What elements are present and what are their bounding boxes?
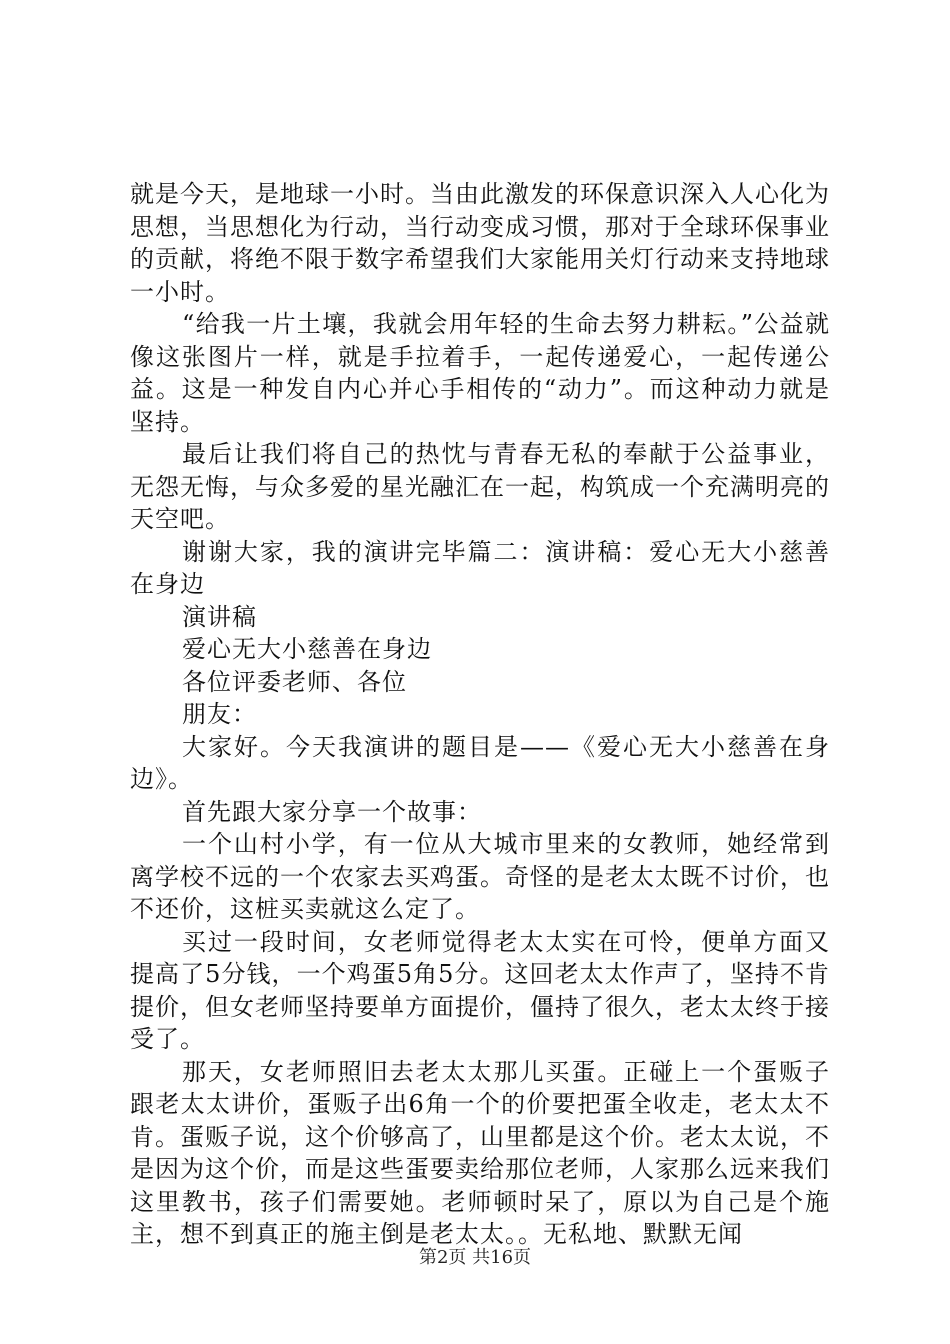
paragraph: 一个山村小学，有一位从大城市里来的女教师，她经常到离学校不远的一个农家去买鸡蛋。奇怪的是老太太既不讨价，也不还价，这桩买卖就这么定了。 bbox=[130, 830, 830, 923]
paragraph: “给我一片土壤，我就会用年轻的生命去努力耕耘。”公益就像这张图片一样，就是手拉着手，一起传递爱心，一起传递公益。这是一种发自内心并心手相传的“动力”。而这种动力就是坚持。 bbox=[130, 310, 830, 436]
document-body bbox=[130, 178, 830, 1251]
paragraph: 就是今天，是地球一小时。当由此激发的环保意识深入人心化为思想，当思想化为行动，当行动变成习惯，那对于全球环保事业的贡献，将绝不限于数字希望我们大家能用关灯行动来支持地球一小时。 bbox=[130, 180, 830, 306]
paragraph: 那天，女老师照旧去老太太那儿买蛋。正碰上一个蛋贩子跟老太太讲价，蛋贩子出6角一个的价要把蛋全收走，老太太不肯。蛋贩子说，这个价够高了，山里都是这个价。老太太说，不是因为这个价，而是这些蛋要卖给那位老师，人家那么远来我们这里教书，孩子们需要她。老师顿时呆了，原以为自己是个施主，想不到真正的施主倒是老太太。。无私地、默默无闻 bbox=[130, 1057, 830, 1248]
speech-heading: 演讲稿 bbox=[182, 602, 257, 631]
paragraph: 首先跟大家分享一个故事： bbox=[182, 797, 482, 826]
salutation: 朋友： bbox=[182, 700, 257, 728]
speech-title: 爱心无大小慈善在身边 bbox=[182, 635, 432, 663]
salutation: 各位评委老师、各位 bbox=[182, 667, 407, 696]
paragraph: 买过一段时间，女老师觉得老太太实在可怜，便单方面又提高了5分钱，一个鸡蛋5角5分。这回老太太作声了，坚持不肯提价，但女老师坚持要单方面提价，僵持了很久，老太太终于接受了。 bbox=[130, 927, 830, 1053]
page-footer: 第2页 共16页 bbox=[418, 1247, 532, 1268]
paragraph: 谢谢大家，我的演讲完毕篇二：演讲稿：爱心无大小慈善在身边 bbox=[130, 537, 830, 598]
paragraph: 最后让我们将自己的热忱与青春无私的奉献于公益事业，无怨无悔，与众多爱的星光融汇在一起，构筑成一个充满明亮的天空吧。 bbox=[130, 440, 830, 533]
paragraph: 大家好。今天我演讲的题目是——《爱心无大小慈善在身边》。 bbox=[130, 732, 830, 793]
